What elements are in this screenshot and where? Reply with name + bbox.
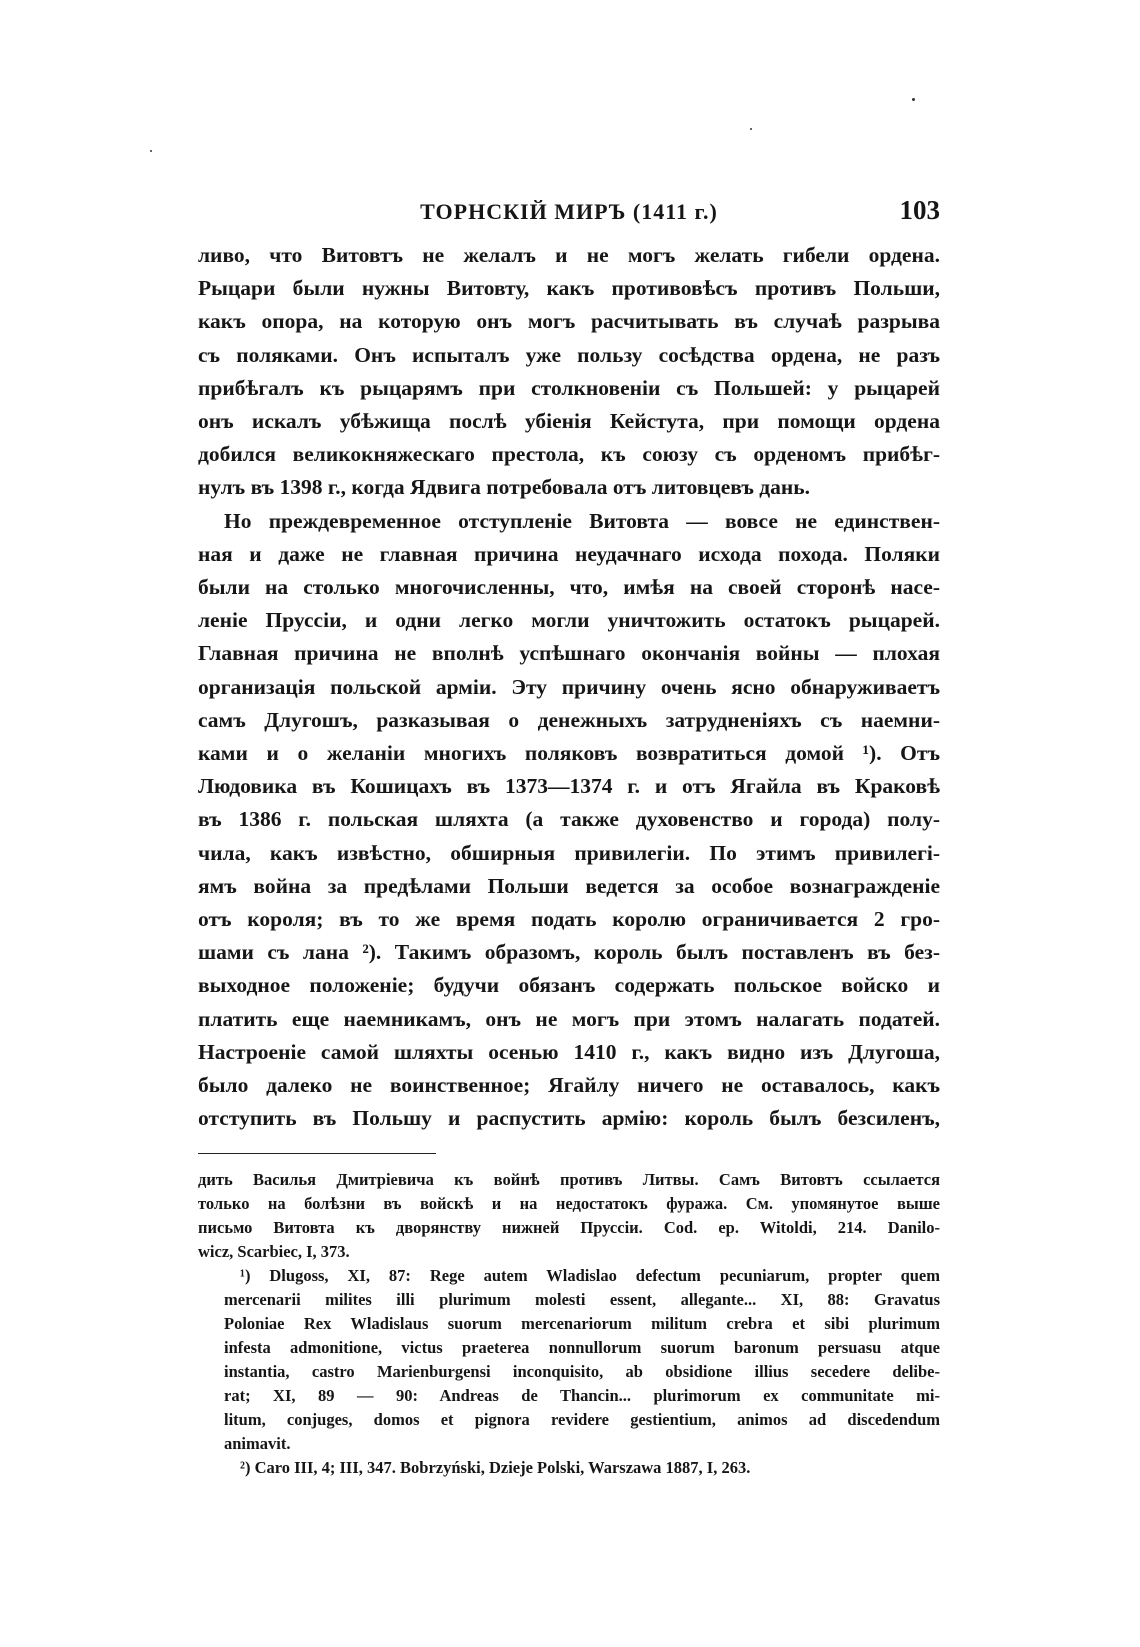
footnote-line: animavit.: [224, 1434, 291, 1454]
text-line: были на столько многочисленны, что, имѣя на своей сторонѣ насе-: [198, 575, 940, 600]
footnote-line: infesta admonitione, victus praeterea nonnullorum suorum baronum persuasu atque: [224, 1338, 940, 1358]
text-line: чила, какъ извѣстно, обширныя привилегіи. По этимъ привилегі-: [198, 840, 940, 865]
text-line: было далеко не воинственное; Ягайлу ничего не оставалось, какъ: [198, 1073, 940, 1098]
text-line: нулъ въ 1398 г., когда Ядвига потребовала отъ литовцевъ дань.: [198, 475, 810, 500]
text-line: Главная причина не вполнѣ успѣшнаго окончанія войны — плохая: [198, 641, 940, 666]
text-line: съ поляками. Онъ испыталъ уже пользу сосѣдства ордена, не разъ: [198, 342, 940, 367]
footnote-line: wicz, Scarbiec, I, 373.: [198, 1242, 350, 1262]
scan-speck: [912, 98, 915, 101]
footnote-line: instantia, castro Marienburgensi inconquisito, ab obsidione illius secedere delibe-: [224, 1362, 940, 1382]
text-line: организація польской арміи. Эту причину очень ясно обнаруживаетъ: [198, 674, 940, 699]
footnote-line: mercenarii milites illi plurimum molesti essent, allegante... XI, 88: Gravatus: [224, 1290, 940, 1310]
text-line: прибѣгалъ къ рыцарямъ при столкновеніи съ Польшей: у рыцарей: [198, 375, 940, 400]
scan-speck: [150, 150, 152, 152]
footnote-2: [198, 1456, 940, 1480]
footnote-line: письмо Витовта къ дворянству нижней Пруссіи. Cod. ep. Witoldi, 214. Danilo-: [198, 1218, 940, 1238]
text-line: ками и о желаніи многихъ поляковъ возвратиться домой ¹). Отъ: [198, 741, 940, 766]
paragraph-2: [198, 505, 940, 1136]
text-line: въ 1386 г. польская шляхта (а также духовенство и города) полу-: [198, 807, 940, 832]
footnote-continuation: [198, 1168, 940, 1264]
running-title: ТОРНСКІЙ МИРЪ (1411 г.): [420, 199, 718, 224]
text-line: Людовика въ Кошицахъ въ 1373—1374 г. и отъ Ягайла въ Краковѣ: [198, 774, 940, 799]
text-line: отъ короля; въ то же время подать королю ограничивается 2 гро-: [198, 907, 940, 932]
text-line: отступить въ Польшу и распустить армію: король былъ безсиленъ,: [198, 1106, 940, 1131]
text-line: ная и даже не главная причина неудачнаго исхода похода. Поляки: [198, 541, 940, 566]
page-number: 103: [899, 195, 940, 225]
text-line: шами съ лана ²). Такимъ образомъ, король былъ поставленъ въ без-: [198, 940, 940, 965]
text-line: онъ искалъ убѣжища послѣ убіенія Кейстута, при помощи ордена: [198, 409, 940, 434]
book-page: [198, 195, 940, 1480]
footnote-line: rat; XI, 89 — 90: Andreas de Thancin... plurimorum ex communitate mi-: [224, 1386, 940, 1406]
text-line: ливо, что Витовтъ не желалъ и не могъ желать гибели ордена.: [198, 243, 940, 267]
footnote-line: только на болѣзни въ войскѣ и на недостатокъ фуража. См. упомянутое выше: [198, 1194, 940, 1214]
text-line: ямъ война за предѣлами Польши ведется за особое вознагражденіе: [198, 873, 940, 898]
footnote-line: Poloniae Rex Wladislaus suorum mercenariorum militum crebra et sibi plurimum: [224, 1314, 940, 1334]
text-line: леніе Пруссіи, и одни легко могли уничтожить остатокъ рыцарей.: [198, 608, 940, 633]
footnote-line: дить Василья Дмитріевича къ войнѣ противъ Литвы. Самъ Витовтъ ссылается: [198, 1170, 940, 1190]
text-line: самъ Длугошъ, разказывая о денежныхъ затрудненіяхъ съ наемни-: [198, 707, 940, 732]
text-line: Но преждевременное отступленіе Витовта — вовсе не единствен-: [224, 508, 940, 533]
footnote-line: ²) Caro III, 4; III, 347. Bobrzyński, Dzieje Polski, Warszawa 1887, I, 263.: [240, 1458, 751, 1478]
text-line: Рыцари были нужны Витовту, какъ противовѣсъ противъ Польши,: [198, 276, 940, 301]
text-line: какъ опора, на которую онъ могъ расчитывать въ случаѣ разрыва: [198, 309, 940, 334]
text-line: выходное положеніе; будучи обязанъ содержать польское войско и: [198, 973, 940, 998]
footnote-line: ¹) Dlugoss, XI, 87: Rege autem Wladislao defectum pecuniarum, propter quem: [240, 1266, 940, 1286]
text-line: добился великокняжескаго престола, къ союзу съ орденомъ прибѣг-: [198, 442, 940, 467]
footnotes: [198, 1168, 940, 1480]
footnote-1: [198, 1264, 940, 1456]
text-line: Настроеніе самой шляхты осенью 1410 г., какъ видно изъ Длугоша,: [198, 1039, 940, 1064]
footnote-divider: [198, 1153, 436, 1154]
page-header: [198, 195, 940, 231]
paragraph-1: [198, 239, 940, 505]
footnote-line: litum, conjuges, domos et pignora revidere gestientium, animos ad discedendum: [224, 1410, 940, 1430]
text-line: платить еще наемникамъ, онъ не могъ при этомъ налагать податей.: [198, 1006, 940, 1031]
scan-speck: [750, 128, 752, 130]
